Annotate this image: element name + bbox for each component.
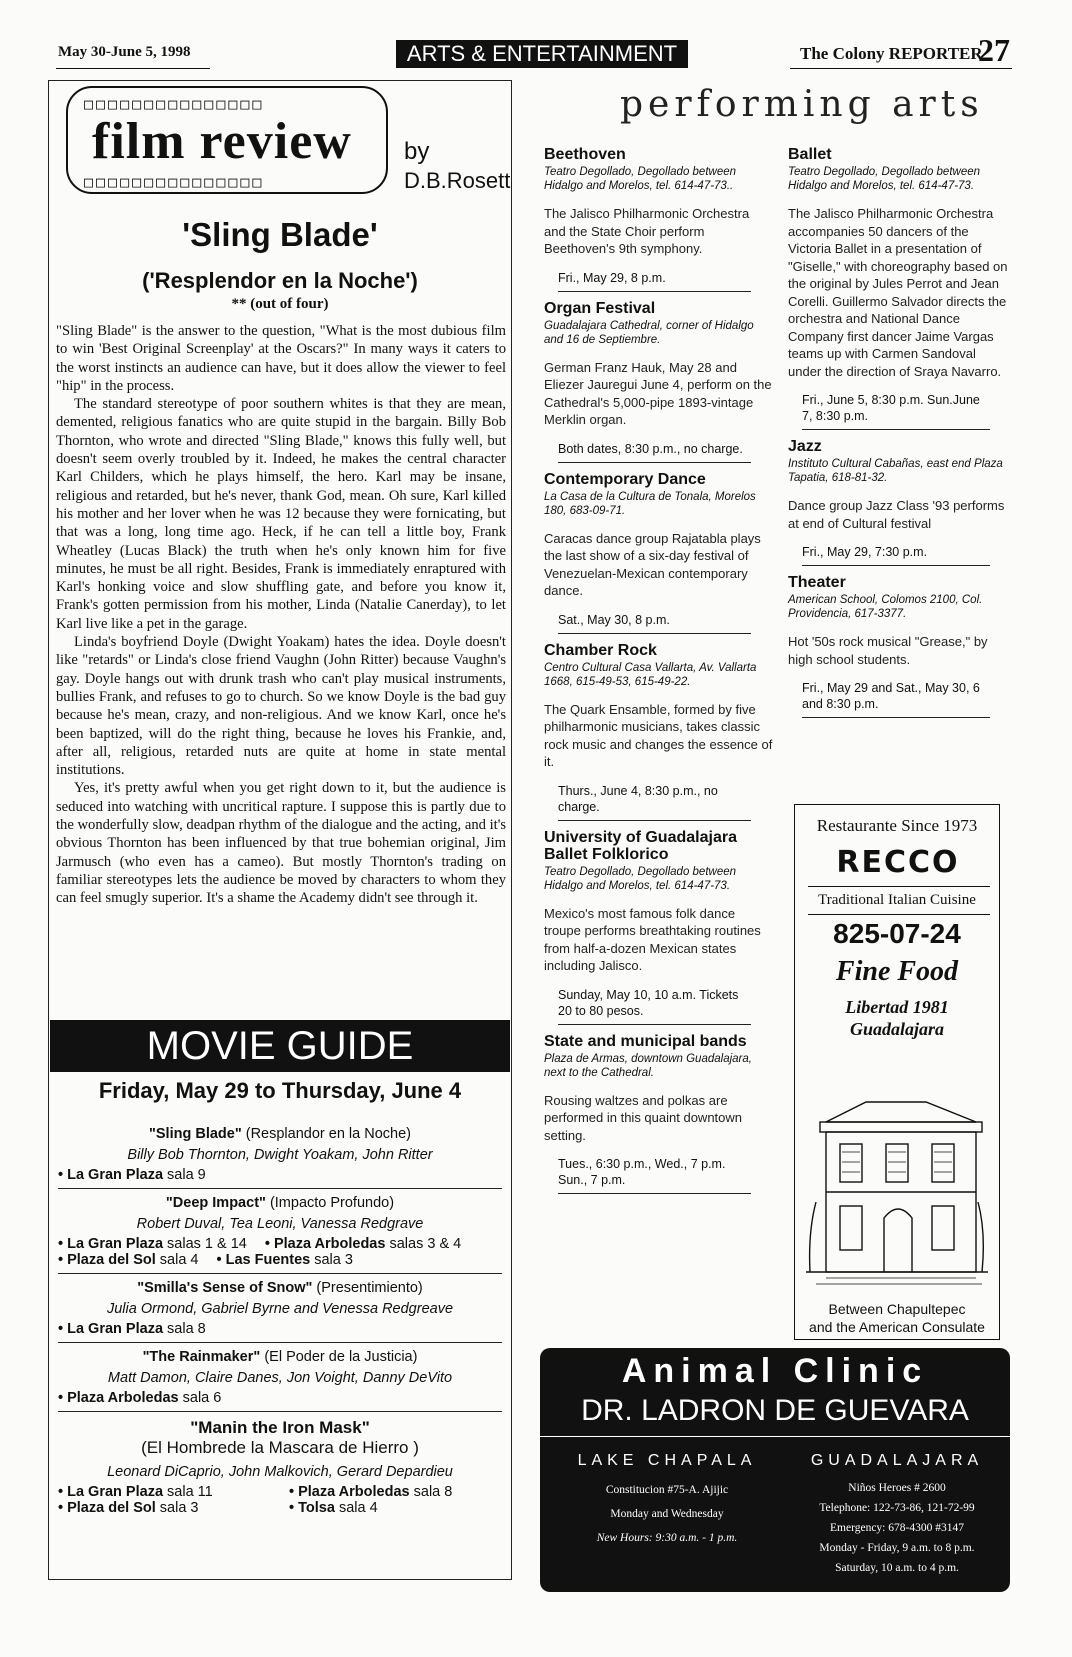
movie-entry <box>58 1189 502 1274</box>
performing-arts-heading: performing arts <box>620 84 984 125</box>
event-time: Fri., May 29, 8 p.m. <box>558 270 751 292</box>
event-venue: Plaza de Armas, downtown Guadalajara, next to the Cathedral. <box>544 1052 752 1079</box>
event-description: The Jalisco Philharmonic Orchestra and the State Choir perform Beethoven's 9th symphony. <box>544 206 750 256</box>
clinic-chapala <box>558 1452 776 1550</box>
clinic-guadalajara <box>792 1452 1002 1578</box>
event-name: Organ Festival <box>544 299 656 317</box>
restaurant-rule <box>808 914 990 915</box>
restaurant-location <box>794 1300 1000 1336</box>
movie-venues <box>58 1167 502 1183</box>
event-ballet-folklorico <box>544 829 774 1025</box>
event-jazz <box>788 438 1012 566</box>
event-venue: Teatro Degollado, Degollado between Hidalgo and Morelos, tel. 614-47-73.. <box>544 166 737 192</box>
restaurant-building-illustration <box>806 1082 988 1292</box>
movie-venue: • Plaza Arboledas sala 8 <box>289 1484 453 1500</box>
byline-by: by <box>404 138 430 165</box>
movie-title-line <box>58 1418 502 1438</box>
restaurant-location-line: Between Chapultepec <box>828 1301 966 1317</box>
event-name: Contemporary Dance <box>544 470 706 488</box>
event-venue: La Casa de la Cultura de Tonala, Morelos 180, 683-09-71. <box>544 490 756 517</box>
event-name: Ballet <box>788 146 832 163</box>
event-time: Both dates, 8:30 p.m., no charge. <box>558 441 751 463</box>
clinic-divider <box>540 1436 1010 1437</box>
film-review-heading: film review <box>92 113 352 170</box>
clinic-city: LAKE CHAPALA <box>577 1452 757 1469</box>
event-time: Fri., May 29 and Sat., May 30, 6 and 8:30 p.m. <box>802 680 990 718</box>
movie-spanish-title: (Resplandor en la Noche) <box>245 1126 411 1142</box>
review-paragraph: Yes, it's pretty awful when you get right down to it, but the audience is seduced into watching with uncritical rapture. I suppose this is partly due to the wonderfully slow, deadpan rhythm of the dialogue and the acting, and it's obvious Thornton has been influenced by that true bohemian original, Jim Jarmusch (who even has a cameo). But mostly Thornton's trading on familiar stereotypes lets the audience be moved by characters to whom they can feel smugly superior. It's a shame the Academy didn't see through it. <box>56 780 506 907</box>
event-description: Dance group Jazz Class '93 performs at end of Cultural festival <box>788 498 1005 531</box>
event-contemporary-dance <box>544 471 774 634</box>
event-description: The Quark Ensamble, formed by five philharmonic musicians, takes classic rock music and changes the essence of it. <box>544 701 773 769</box>
movie-venue: • Plaza del Sol sala 4 <box>58 1252 199 1268</box>
event-venue: Teatro Degollado, Degollado between Hidalgo and Morelos, tel. 614-47-73. <box>788 166 981 192</box>
movie-venues <box>58 1390 502 1406</box>
movie-venue: • La Gran Plaza sala 9 <box>58 1167 206 1183</box>
event-beethoven <box>544 146 774 292</box>
event-bands <box>544 1033 774 1195</box>
movie-title: "Deep Impact" <box>165 1195 266 1211</box>
event-time: Sat., May 30, 8 p.m. <box>558 612 751 634</box>
movie-guide-banner: MOVIE GUIDE <box>50 1020 510 1072</box>
movie-spanish-title: (Impacto Profundo) <box>269 1195 395 1211</box>
event-time: Fri., June 5, 8:30 p.m. Sun.June 7, 8:30 p.m. <box>802 392 990 430</box>
review-subtitle: ('Resplendor en la Noche') <box>142 268 418 293</box>
movie-spanish-title: (El Hombrede la Mascara de Hierro ) <box>141 1438 419 1457</box>
movie-cast: Leonard DiCaprio, John Malkovich, Gerard Depardieu <box>107 1464 453 1480</box>
restaurant-tagline: Fine Food <box>835 956 959 987</box>
movie-venues <box>58 1321 502 1337</box>
movie-venue: • Plaza Arboledas salas 3 & 4 <box>264 1236 462 1252</box>
movie-venues <box>58 1236 502 1268</box>
event-organ-festival <box>544 300 774 463</box>
movie-list <box>58 1120 502 1521</box>
clinic-info-line: Telephone: 122-73-86, 121-72-99 <box>819 1502 975 1514</box>
clinic-info-line: Niños Heroes # 2600 <box>848 1482 946 1494</box>
review-title: 'Sling Blade' <box>182 216 378 253</box>
review-body <box>56 322 506 908</box>
event-venue: Guadalajara Cathedral, corner of Hidalgo and 16 de Septiembre. <box>544 319 754 346</box>
restaurant-address <box>794 996 1000 1040</box>
review-paragraph: "Sling Blade" is the answer to the question, "What is the most dubious film to win 'Best Original Screenplay' at the Oscars?" In many ways it caters to the worst instincts an audience can have, but it does allow the viewer to feel "hip" in the process. <box>56 323 506 394</box>
restaurant-rule <box>808 886 990 887</box>
section-banner: ARTS & ENTERTAINMENT <box>396 40 688 68</box>
restaurant-since: Restaurante Since 1973 <box>816 816 978 835</box>
event-name: University of Guadalajara Ballet Folklorico <box>544 828 737 863</box>
event-description: Hot '50s rock musical "Grease," by high school students. <box>788 634 988 667</box>
events-column-right <box>788 146 1012 726</box>
review-rating: ** (out of four) <box>231 296 329 312</box>
event-venue: Centro Cultural Casa Vallarta, Av. Vallarta 1668, 615-49-53, 615-49-22. <box>544 661 757 688</box>
event-theater <box>788 574 1012 718</box>
event-time: Tues., 6:30 p.m., Wed., 7 p.m. Sun., 7 p.m. <box>558 1156 751 1194</box>
movie-venue: • La Gran Plaza salas 1 & 14 <box>58 1236 247 1252</box>
event-description: German Franz Hauk, May 28 and Eliezer Jauregui June 4, perform on the Cathedral's 5,000-pipe 1893-vintage Merklin organ. <box>544 359 772 427</box>
movie-entry <box>58 1412 502 1521</box>
page-number: 27 <box>978 32 1010 68</box>
movie-guide-dates: Friday, May 29 to Thursday, June 4 <box>98 1078 462 1103</box>
header-rule-left <box>56 68 210 69</box>
clinic-info-line: New Hours: 9:30 a.m. - 1 p.m. <box>596 1532 738 1544</box>
movie-entry <box>58 1343 502 1412</box>
clinic-info-line: Saturday, 10 a.m. to 4 p.m. <box>835 1562 959 1574</box>
banner-squares-top: □□□□□□□□□□□□□□□ <box>84 95 265 113</box>
movie-title: "The Rainmaker" <box>142 1349 261 1365</box>
event-venue: Teatro Degollado, Degollado between Hidalgo and Morelos, tel. 614-47-73. <box>544 865 737 892</box>
event-description: Mexico's most famous folk dance troupe performs breathtaking routines from half-a-dozen Mexican states including Jalisco. <box>544 905 761 973</box>
movie-title-line <box>58 1126 502 1142</box>
movie-title-line <box>58 1280 502 1296</box>
clinic-doctor: DR. LADRON DE GUEVARA <box>581 1394 969 1427</box>
event-description: Caracas dance group Rajatabla plays the last show of a six-day festival of Venezuelan-Mexican contemporary dance. <box>544 530 761 598</box>
issue-date: May 30-June 5, 1998 <box>58 44 191 60</box>
movie-venue: • La Gran Plaza sala 8 <box>58 1321 206 1337</box>
event-ballet <box>788 146 1012 430</box>
movie-venue: • La Gran Plaza sala 11 <box>58 1484 213 1500</box>
movie-cast: Robert Duval, Tea Leoni, Vanessa Redgrave <box>136 1216 424 1232</box>
movie-venue: • Las Fuentes sala 3 <box>216 1252 353 1268</box>
event-venue: American School, Colomos 2100, Col. Providencia, 617-3377. <box>788 594 983 620</box>
clinic-info-line: Emergency: 678-4300 #3147 <box>830 1522 964 1534</box>
movie-spanish-title: (El Poder de la Justicia) <box>264 1349 418 1365</box>
movie-spanish-title: (Presentimiento) <box>316 1280 423 1296</box>
movie-title-line <box>58 1195 502 1211</box>
movie-title: "Manin the Iron Mask" <box>190 1418 370 1437</box>
clinic-info-line: Monday - Friday, 9 a.m. to 8 p.m. <box>819 1542 975 1554</box>
event-chamber-rock <box>544 642 774 821</box>
movie-entry <box>58 1120 502 1189</box>
restaurant-street: Libertad 1981 <box>845 997 949 1017</box>
restaurant-phone: 825-07-24 <box>833 918 961 949</box>
clinic-info-line: Monday and Wednesday <box>610 1508 724 1520</box>
newspaper-name: The Colony REPORTER <box>800 44 983 63</box>
byline-author: D.B.Rosett <box>404 168 511 193</box>
movie-title-line <box>58 1349 502 1365</box>
events-column-middle <box>544 146 774 1202</box>
event-name: Jazz <box>788 438 822 455</box>
restaurant-cuisine: Traditional Italian Cuisine <box>818 892 976 908</box>
movie-venues <box>58 1484 502 1516</box>
restaurant-location-line: and the American Consulate <box>809 1319 985 1335</box>
review-paragraph: The standard stereotype of poor southern whites is that they are mean, demented, religious fanatics who are quite stupid in the bargain. Billy Bob Thornton, who wrote and directed "Sling Blade," knows this fully well, but doesn't seem overly troubled by it. Indeed, he makes the central character Karl Childers, which he plays himself, the hero. Karl may be insane, religious and retarded, but he's never, thank God, mean. Oh sure, Karl killed his mother and her lover when he was 12 because they were fornicating, but that was a long, long time ago. Heck, if he can tell a little boy, Frank Wheatley (Lucas Black) the truth when he's only known him for five minutes, he must be all right. Besides, Frank is immediately enraptured with Karl's honking voice and slow shuffling gate, and before you know it, Frank's gotten permission from his mother, Linda (Natalie Canerday), to let Karl live like a pet in the garage. <box>56 396 506 632</box>
event-time: Thurs., June 4, 8:30 p.m., no charge. <box>558 783 751 821</box>
event-name: Theater <box>788 574 846 591</box>
event-name: State and municipal bands <box>544 1032 747 1050</box>
restaurant-logo: RECCO <box>836 845 960 880</box>
banner-squares-bottom: □□□□□□□□□□□□□□□ <box>84 173 265 191</box>
event-name: Chamber Rock <box>544 641 657 659</box>
event-description: Rousing waltzes and polkas are performed in this quaint downtown setting. <box>544 1092 743 1143</box>
clinic-info-line: Constitucion #75-A. Ajijic <box>605 1484 729 1496</box>
event-description: The Jalisco Philharmonic Orchestra accompanies 50 dancers of the Victoria Ballet in a presentation of "Giselle," with choreography based on the original by Jules Perrot and Jean Corelli. Guillermo Salvador directs the orchestra and National Dance Company first dancer Jaime Vargas teams up with Carmen Sandoval under the direction of Sraya Navarro. <box>788 206 1008 379</box>
movie-title: "Smilla's Sense of Snow" <box>137 1280 313 1296</box>
event-time: Sunday, May 10, 10 a.m. Tickets 20 to 80 pesos. <box>558 987 751 1025</box>
movie-venue: • Tolsa sala 4 <box>289 1500 378 1516</box>
movie-entry <box>58 1274 502 1343</box>
restaurant-city: Guadalajara <box>849 1019 945 1039</box>
clinic-title: Animal Clinic <box>621 1352 929 1390</box>
movie-venue: • Plaza Arboledas sala 6 <box>58 1390 222 1406</box>
movie-cast: Julia Ormond, Gabriel Byrne and Venessa Redgreave <box>106 1301 454 1317</box>
event-name: Beethoven <box>544 146 626 163</box>
movie-title: "Sling Blade" <box>149 1126 242 1142</box>
clinic-city: GUADALAJARA <box>810 1452 984 1469</box>
event-venue: Instituto Cultural Cabañas, east end Plaza Tapatia, 618-81-32. <box>788 458 1003 484</box>
movie-venue: • Plaza del Sol sala 3 <box>58 1500 199 1516</box>
movie-cast: Matt Damon, Claire Danes, Jon Voight, Danny DeVito <box>107 1370 453 1386</box>
review-paragraph: Linda's boyfriend Doyle (Dwight Yoakam) hates the idea. Doyle doesn't like "retards" or Linda's close friend Vaughn (John Ritter) because Vaughn's gay. Doyle hangs out with drunk trash who can't play musical instruments, bullies Frank, and refuses to go to church. So we know Doyle is the bad guy because he's mean, crazy, and non-religious. And we know Karl, once he's been baptized, will do the right thing, because he loves his Frankie, and, after all, religious, retarded nuts are quite at home in state mental institutions. <box>56 634 506 779</box>
event-time: Fri., May 29, 7:30 p.m. <box>802 544 990 566</box>
movie-cast: Billy Bob Thornton, Dwight Yoakam, John Ritter <box>127 1147 433 1163</box>
